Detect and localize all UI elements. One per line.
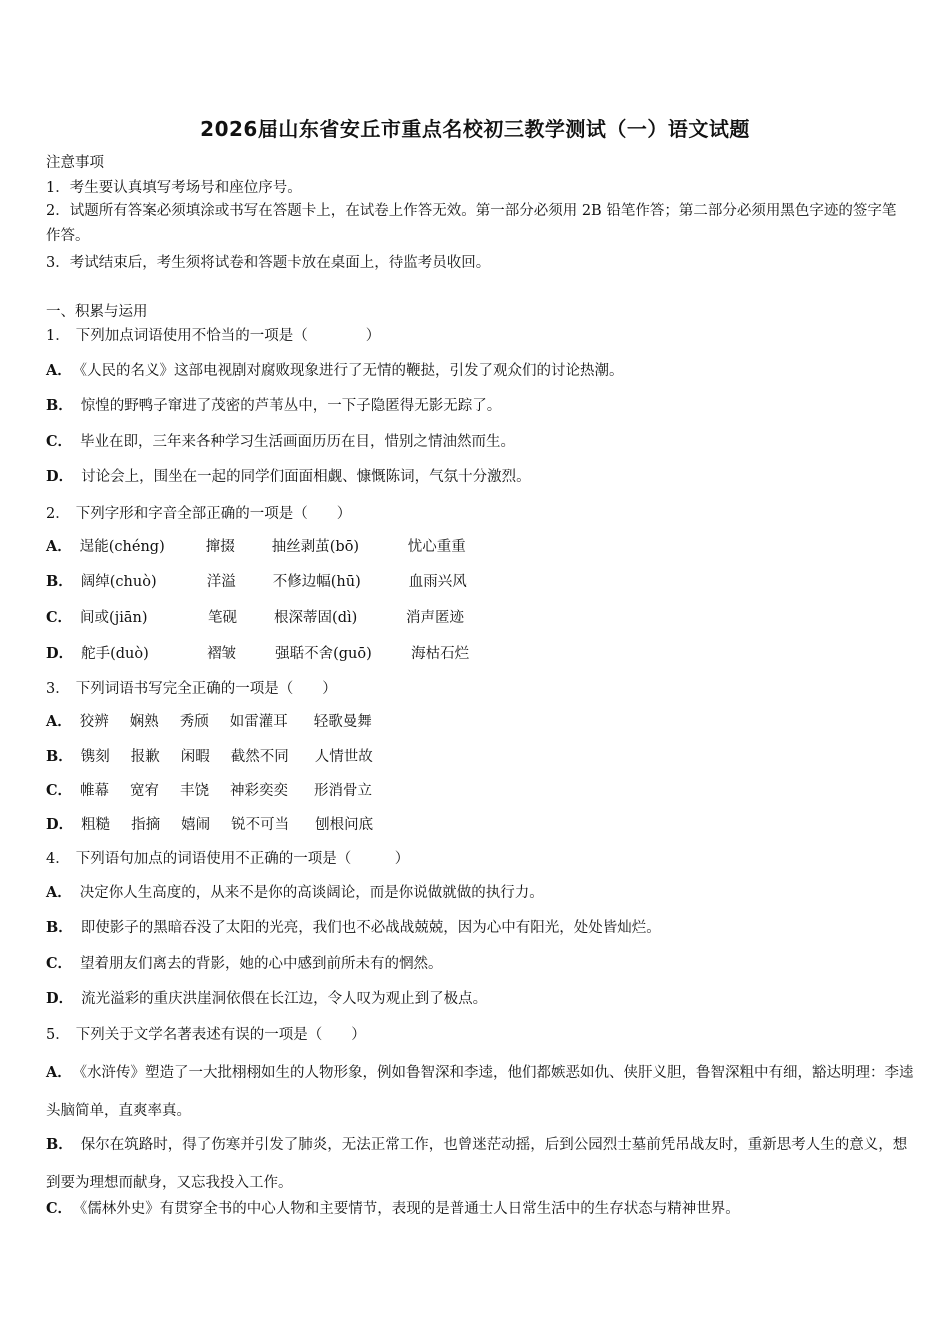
question-5-stem: 5． 下列关于文学名著表述有误的一项是（ ）	[46, 1027, 366, 1043]
q2-option-d: D． 舵手(duò) 褶皱 强聒不舍(guō) 海枯石烂	[46, 645, 470, 662]
q1-option-c: C． 毕业在即，三年来各种学习生活画面历历在目，惜别之情油然而生。	[46, 433, 516, 450]
q5-option-b: B． 保尔在筑路时，得了伤寒并引发了肺炎，无法正常工作，也曾迷茫动摇，后到公园烈士墓前凭吊战友时，重新思考人生的意义，想到要为理想而献身，又忘我投入工作。	[46, 1136, 908, 1191]
notice-item-1: 1．考生要认真填写考场号和座位序号。	[46, 180, 302, 196]
q3-option-a: A． 狡辨 娴熟 秀颀 如雷灌耳 轻歌曼舞	[46, 713, 372, 730]
q4-option-d: D． 流光溢彩的重庆洪崖洞依偎在长江边，令人叹为观止到了极点。	[46, 990, 488, 1007]
section-heading: 一、积累与运用	[46, 304, 148, 320]
notice-item-3: 3．考试结束后，考生须将试卷和答题卡放在桌面上，待监考员收回。	[46, 255, 491, 271]
q2-option-b: B． 阔绰(chuò) 洋溢 不修边幅(hū) 血雨兴风	[46, 573, 467, 590]
q5-option-c: C． 《儒林外史》有贯穿全书的中心人物和主要情节，表现的是普通士人日常生活中的生存状态与精神世界。	[46, 1200, 740, 1217]
q2-option-a: A． 逞能(chéng) 撺掇 抽丝剥茧(bō) 忧心重重	[46, 538, 466, 555]
q1-option-b: B． 惊惶的野鸭子窜进了茂密的芦苇丛中，一下子隐匿得无影无踪了。	[46, 397, 502, 414]
q4-option-b: B． 即使影子的黑暗吞没了太阳的光亮，我们也不必战战兢兢，因为心中有阳光，处处皆灿烂。	[46, 919, 661, 936]
q1-option-a: A． 《人民的名义》这部电视剧对腐败现象进行了无情的鞭挞，引发了观众们的讨论热潮。	[46, 362, 624, 379]
question-1-stem	[46, 327, 380, 345]
q5-option-a: A． 《水浒传》塑造了一大批栩栩如生的人物形象，例如鲁智深和李逵，他们都嫉恶如仇、侠肝义胆，鲁智深粗中有细，豁达明理：李逵头脑简单，直爽率真。	[46, 1064, 914, 1119]
notice-heading: 注意事项	[46, 155, 104, 171]
q3-option-c: C． 帷幕 宽宥 丰饶 神彩奕奕 形消骨立	[46, 782, 373, 799]
question-4-stem: 4． 下列语句加点的词语使用不正确的一项是（ ）	[46, 851, 410, 867]
question-text: 下列加点词语使用不恰当的一项是（ ）	[75, 328, 381, 344]
q3-option-b: B． 镌刻 报歉 闲暇 截然不同 人情世故	[46, 748, 373, 765]
q4-option-c: C． 望着朋友们离去的背影，她的心中感到前所未有的惘然。	[46, 955, 443, 972]
q4-option-a: A． 决定你人生高度的，从来不是你的高谈阔论，而是你说做就做的执行力。	[46, 884, 544, 901]
question-number: 1．	[46, 328, 70, 344]
question-2-stem: 2． 下列字形和字音全部正确的一项是（ ）	[46, 506, 352, 522]
question-3-stem: 3． 下列词语书写完全正确的一项是（ ）	[46, 681, 337, 697]
q3-option-d: D． 粗糙 指摘 嬉闹 锐不可当 刨根问底	[46, 816, 374, 833]
page-title: 2026届山东省安丘市重点名校初三教学测试（一）语文试题	[200, 117, 750, 141]
q2-option-c: C． 间或(jiān) 笔砚 根深蒂固(dì) 消声匿迹	[46, 609, 465, 626]
notice-item-2: 2．试题所有答案必须填涂或书写在答题卡上，在试卷上作答无效。第一部分必须用 2B 铅笔作答；第二部分必须用黑色字迹的签字笔作答。	[46, 203, 897, 244]
q1-option-d: D． 讨论会上，围坐在一起的同学们面面相觑、慷慨陈词，气氛十分激烈。	[46, 468, 531, 485]
